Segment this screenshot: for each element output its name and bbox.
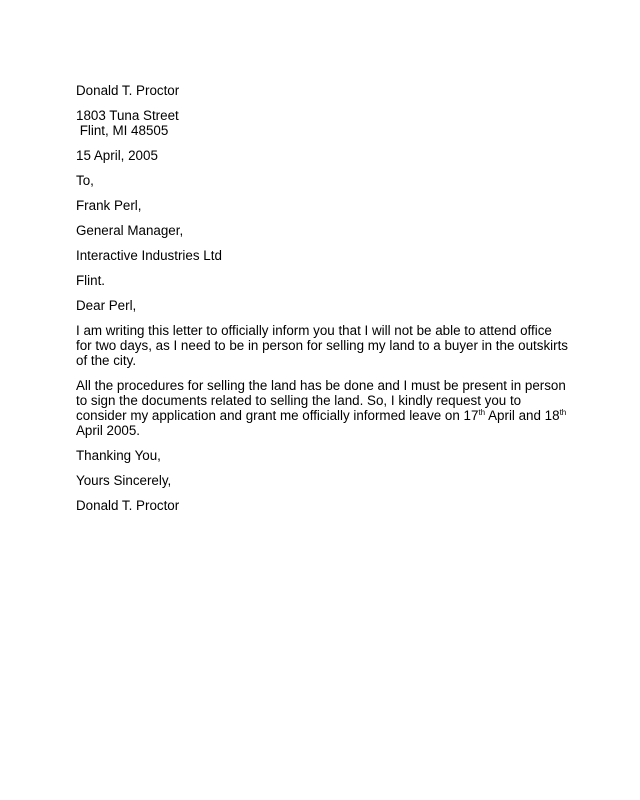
company-block [76,248,568,263]
recipient-name-block [76,198,568,213]
sender-name: Donald T. Proctor [76,83,180,98]
recipient-city: Flint. [76,273,106,288]
signature-block [76,498,568,513]
address-line-1: 1803 Tuna Street [76,108,179,123]
paragraph-2-text-start: All the procedures for selling the land has be done and I must be present in person to sign the documents related to selling the land. So, I kindly request you to consider my application and grant me officially informed leave on 17 [76,378,566,423]
city-block [76,273,568,288]
to-label: To, [76,173,94,188]
paragraph-2-text-middle: April and 18 [485,408,560,423]
body-paragraph-1: I am writing this letter to officially inform you that I will not be able to attend office for two days, as I need to be in person for selling my land to a buyer in the outskirts of the city. [76,323,568,368]
letter-date: 15 April, 2005 [76,148,158,163]
closing-sincerely: Yours Sincerely, [76,473,172,488]
sender-name-block [76,83,568,98]
salutation: Dear Perl, [76,298,137,313]
date2-ordinal-suffix: th [559,408,567,417]
recipient-name: Frank Perl, [76,198,142,213]
letter-body [76,83,568,523]
recipient-title: General Manager, [76,223,184,238]
signature-name: Donald T. Proctor [76,498,180,513]
paragraph-2-text-end: April 2005. [76,423,141,438]
to-block [76,173,568,188]
letter-date-block [76,148,568,163]
closing-1-block [76,448,568,463]
salutation-block [76,298,568,313]
closing-thanks: Thanking You, [76,448,161,463]
address-line-2: Flint, MI 48505 [76,123,169,138]
date1-ordinal-suffix: th [478,408,486,417]
company-name: Interactive Industries Ltd [76,248,222,263]
recipient-title-block [76,223,568,238]
sender-address [76,108,568,138]
body-paragraph-2 [76,378,568,438]
closing-2-block [76,473,568,488]
